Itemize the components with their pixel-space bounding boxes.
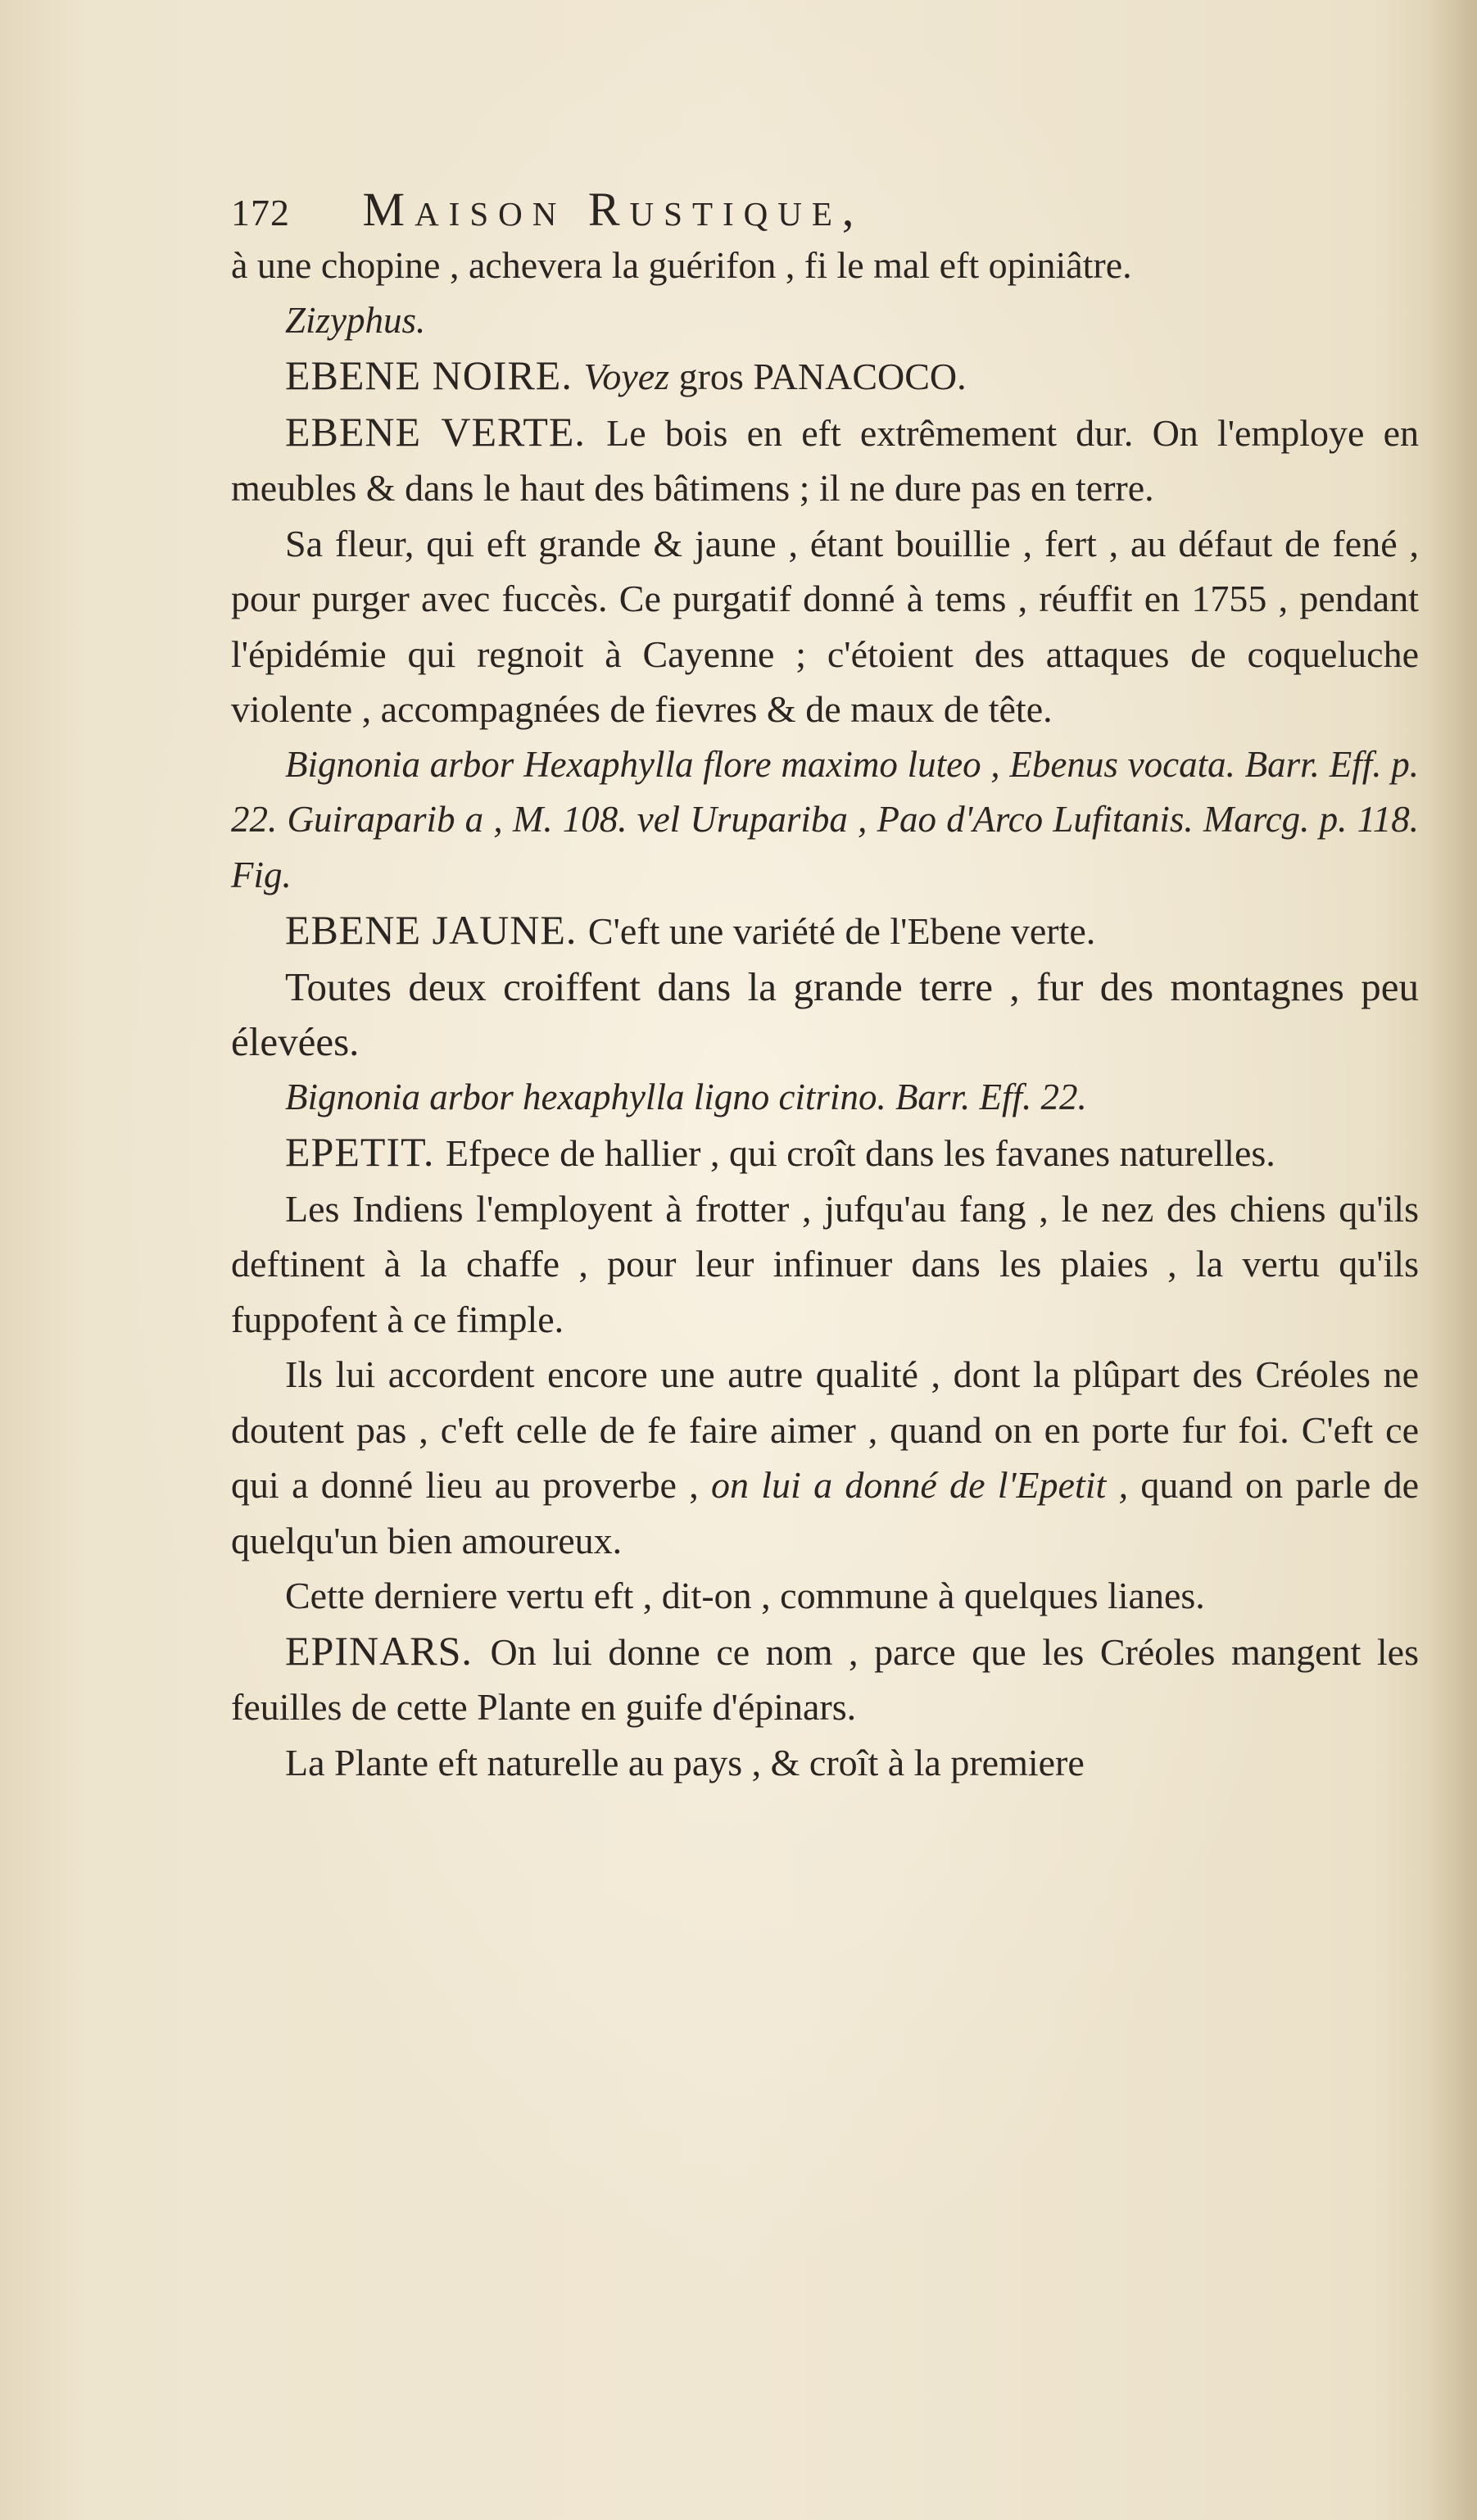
body-text (231, 238, 1419, 1790)
running-title: Maison Rustique, (362, 183, 864, 236)
paragraph (231, 1070, 1419, 1126)
paragraph (231, 1568, 1419, 1624)
text-run: Sa fleur, qui eft grande & jaune , étant bouillie , fert , au défaut de fené , pour purger avec fuccès. Ce purgatif donné à tems , réuffit en 1755 , pendant l'épidémie qui regnoit à Cayenne ; c'étoient des attaques de coqueluche violente , accompagnées de fievres & de maux de tête. (231, 522, 1419, 730)
text-run: à une chopine , achevera la guérifon , fi le mal eft opiniâtre. (231, 244, 1132, 286)
text-run: Toutes deux croiffent dans la grande terre , fur des montagnes peu élevées. (231, 963, 1419, 1064)
paragraph (231, 959, 1419, 1070)
text-run: gros PANACOCO. (669, 356, 967, 397)
paragraph (231, 348, 1419, 405)
running-header (231, 177, 1247, 242)
text-run: Le bois en eft extrêmement dur. On l'employe en meubles & dans le haut des bâtimens ; il ne dure pas en terre. (231, 411, 1419, 509)
text-run: Ils lui accordent encore une autre qualité , dont la plûpart des Créoles ne doutent pas , c'eft celle de fe faire aimer , quand on en porte fur foi. C'eft ce qui a donné lieu au proverbe , (231, 1353, 1419, 1506)
paragraph (231, 1181, 1419, 1348)
text-run: La Plante eft naturelle au pays , & croît à la premiere (285, 1741, 1085, 1783)
italic-text: Zizyphus. (285, 299, 426, 341)
paragraph (231, 1624, 1419, 1735)
text-run: Les Indiens l'employent à frotter , jufqu'au fang , le nez des chiens qu'ils deftinent à la chaffe , pour leur infinuer dans les plaies , la vertu qu'ils fuppofent à ce fimple. (231, 1187, 1419, 1340)
paragraph (231, 1735, 1419, 1791)
entry-headword: EBENE VERTE. (285, 408, 607, 455)
paragraph (231, 516, 1419, 737)
italic-text: Bignonia arbor Hexaphylla flore maximo luteo , Ebenus vocata. Barr. Eff. p. 22. Guiraparib a , M. 108. vel Urupariba , Pao d'Arco Lufitanis. Marcg. p. 118. Fig. (231, 743, 1419, 895)
paragraph (231, 293, 1419, 349)
entry-headword: EPINARS. (285, 1627, 491, 1674)
paragraph (231, 238, 1419, 293)
text-run: On lui donne ce nom , parce que les Créoles mangent les feuilles de cette Plante en guife d'épinars. (231, 1630, 1420, 1728)
entry-headword: EBENE NOIRE. (285, 352, 584, 398)
paragraph (231, 405, 1419, 516)
entry-headword: EPETIT. (285, 1129, 446, 1175)
paragraph (231, 737, 1419, 904)
text-run: quand on parle de quelqu'un bien amoureux. (231, 1464, 1419, 1561)
paragraph (231, 1347, 1419, 1568)
entry-headword: EBENE JAUNE. (285, 907, 588, 953)
page-number: 172 (231, 192, 290, 233)
text-run: Efpece de hallier , qui croît dans les favanes naturelles. (445, 1132, 1275, 1174)
italic-text: Voyez (583, 356, 670, 397)
text-run: Cette derniere vertu eft , dit-on , commune à quelques lianes. (285, 1575, 1205, 1616)
paragraph (231, 1125, 1419, 1181)
italic-text: Bignonia arbor hexaphylla ligno citrino. Barr. Eff. 22. (285, 1076, 1087, 1117)
paragraph (231, 903, 1419, 959)
page-edge-shadow (1428, 0, 1477, 2520)
italic-text: on lui a donné de l'Epetit , (710, 1464, 1129, 1506)
text-run: C'eft une variété de l'Ebene verte. (587, 910, 1096, 952)
